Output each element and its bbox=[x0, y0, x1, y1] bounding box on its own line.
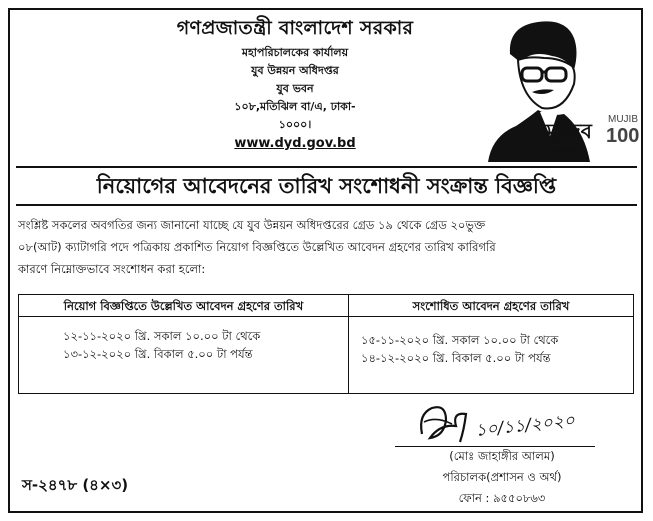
notice-intro bbox=[18, 214, 633, 280]
revised-end-date: ১৪-১২-২০২০ খ্রি. বিকাল ৫.০০ টা পর্যন্ত bbox=[361, 351, 551, 365]
building-name: যুব ভবন bbox=[276, 82, 314, 95]
original-dates-column bbox=[19, 295, 349, 393]
website-link[interactable]: www.dyd.gov.bd bbox=[234, 136, 356, 151]
logo-number: 100 bbox=[606, 125, 640, 147]
revised-dates-column bbox=[349, 295, 633, 393]
intro-line-2: ০৮(আট) ক্যাটাগরি পদে পত্রিকায় প্রকাশিত নিয়োগ বিজ্ঞপ্তিতে উল্লেখিত আবেদন গ্রহণের তারিখ কারিগরি bbox=[18, 240, 496, 254]
original-start-date: ১২-১১-২০২০ খ্রি. সকাল ১০.০০ টা থেকে bbox=[63, 329, 261, 343]
notice-title: নিয়োগের আবেদনের তারিখ সংশোধনী সংক্রান্ত বিজ্ঞপ্তি bbox=[16, 166, 637, 206]
mujib-100-logo bbox=[480, 14, 640, 164]
logo-text-en: MUJIB bbox=[608, 114, 638, 125]
address-line-1: ১০৮,মতিঝিল বা/এ, ঢাকা- bbox=[234, 100, 356, 113]
date-table bbox=[18, 294, 634, 394]
intro-line-3: কারণে নিম্নোক্তভাবে সংশোধন করা হলো: bbox=[18, 262, 206, 276]
address-line-2: ১০০০। bbox=[278, 118, 312, 131]
department-name: যুব উন্নয়ন অধিদপ্তর bbox=[251, 64, 339, 77]
signature-line bbox=[395, 446, 595, 447]
revised-dates-header: সংশোধিত আবেদন গ্রহণের তারিখ bbox=[349, 295, 633, 317]
logo-text-bn: মুজিব bbox=[546, 119, 592, 143]
original-end-date: ১৩-১২-২০২০ খ্রি. বিকাল ৫.০০ টা পর্যন্ত bbox=[63, 347, 253, 361]
intro-line-1: সংশ্লিষ্ট সকলের অবগতির জন্য জানানো যাচ্ছে যে যুব উন্নয়ন অধিদপ্তরের গ্রেড ১৯ থেকে গ্রেড ২০ভুক্ত bbox=[18, 218, 486, 232]
signatory-name: (মোঃ জাহাঙ্গীর আলম) bbox=[449, 449, 555, 463]
logo-sub-bn: শতবর্ষ bbox=[554, 147, 577, 157]
reference-number: স-২৪৭৮ (৪×৩) bbox=[22, 476, 129, 494]
revised-start-date: ১৫-১১-২০২০ খ্রি. সকাল ১০.০০ টা থেকে bbox=[361, 333, 559, 347]
office-name: মহাপরিচালকের কার্যালয় bbox=[241, 46, 349, 59]
signatory-position: পরিচালক(প্রশাসন ও অর্থ) bbox=[442, 470, 562, 484]
handwritten-signature bbox=[412, 394, 602, 448]
signatory-phone: ফোন : ৯৫৫০৮৬৩ bbox=[458, 491, 546, 505]
signature-date: ১০/১১/২০২০ bbox=[474, 410, 576, 441]
original-dates-header: নিয়োগ বিজ্ঞপ্তিতে উল্লেখিত আবেদন গ্রহণের তারিখ bbox=[19, 295, 348, 317]
government-name: গণপ্রজাতন্ত্রী বাংলাদেশ সরকার bbox=[176, 17, 414, 39]
